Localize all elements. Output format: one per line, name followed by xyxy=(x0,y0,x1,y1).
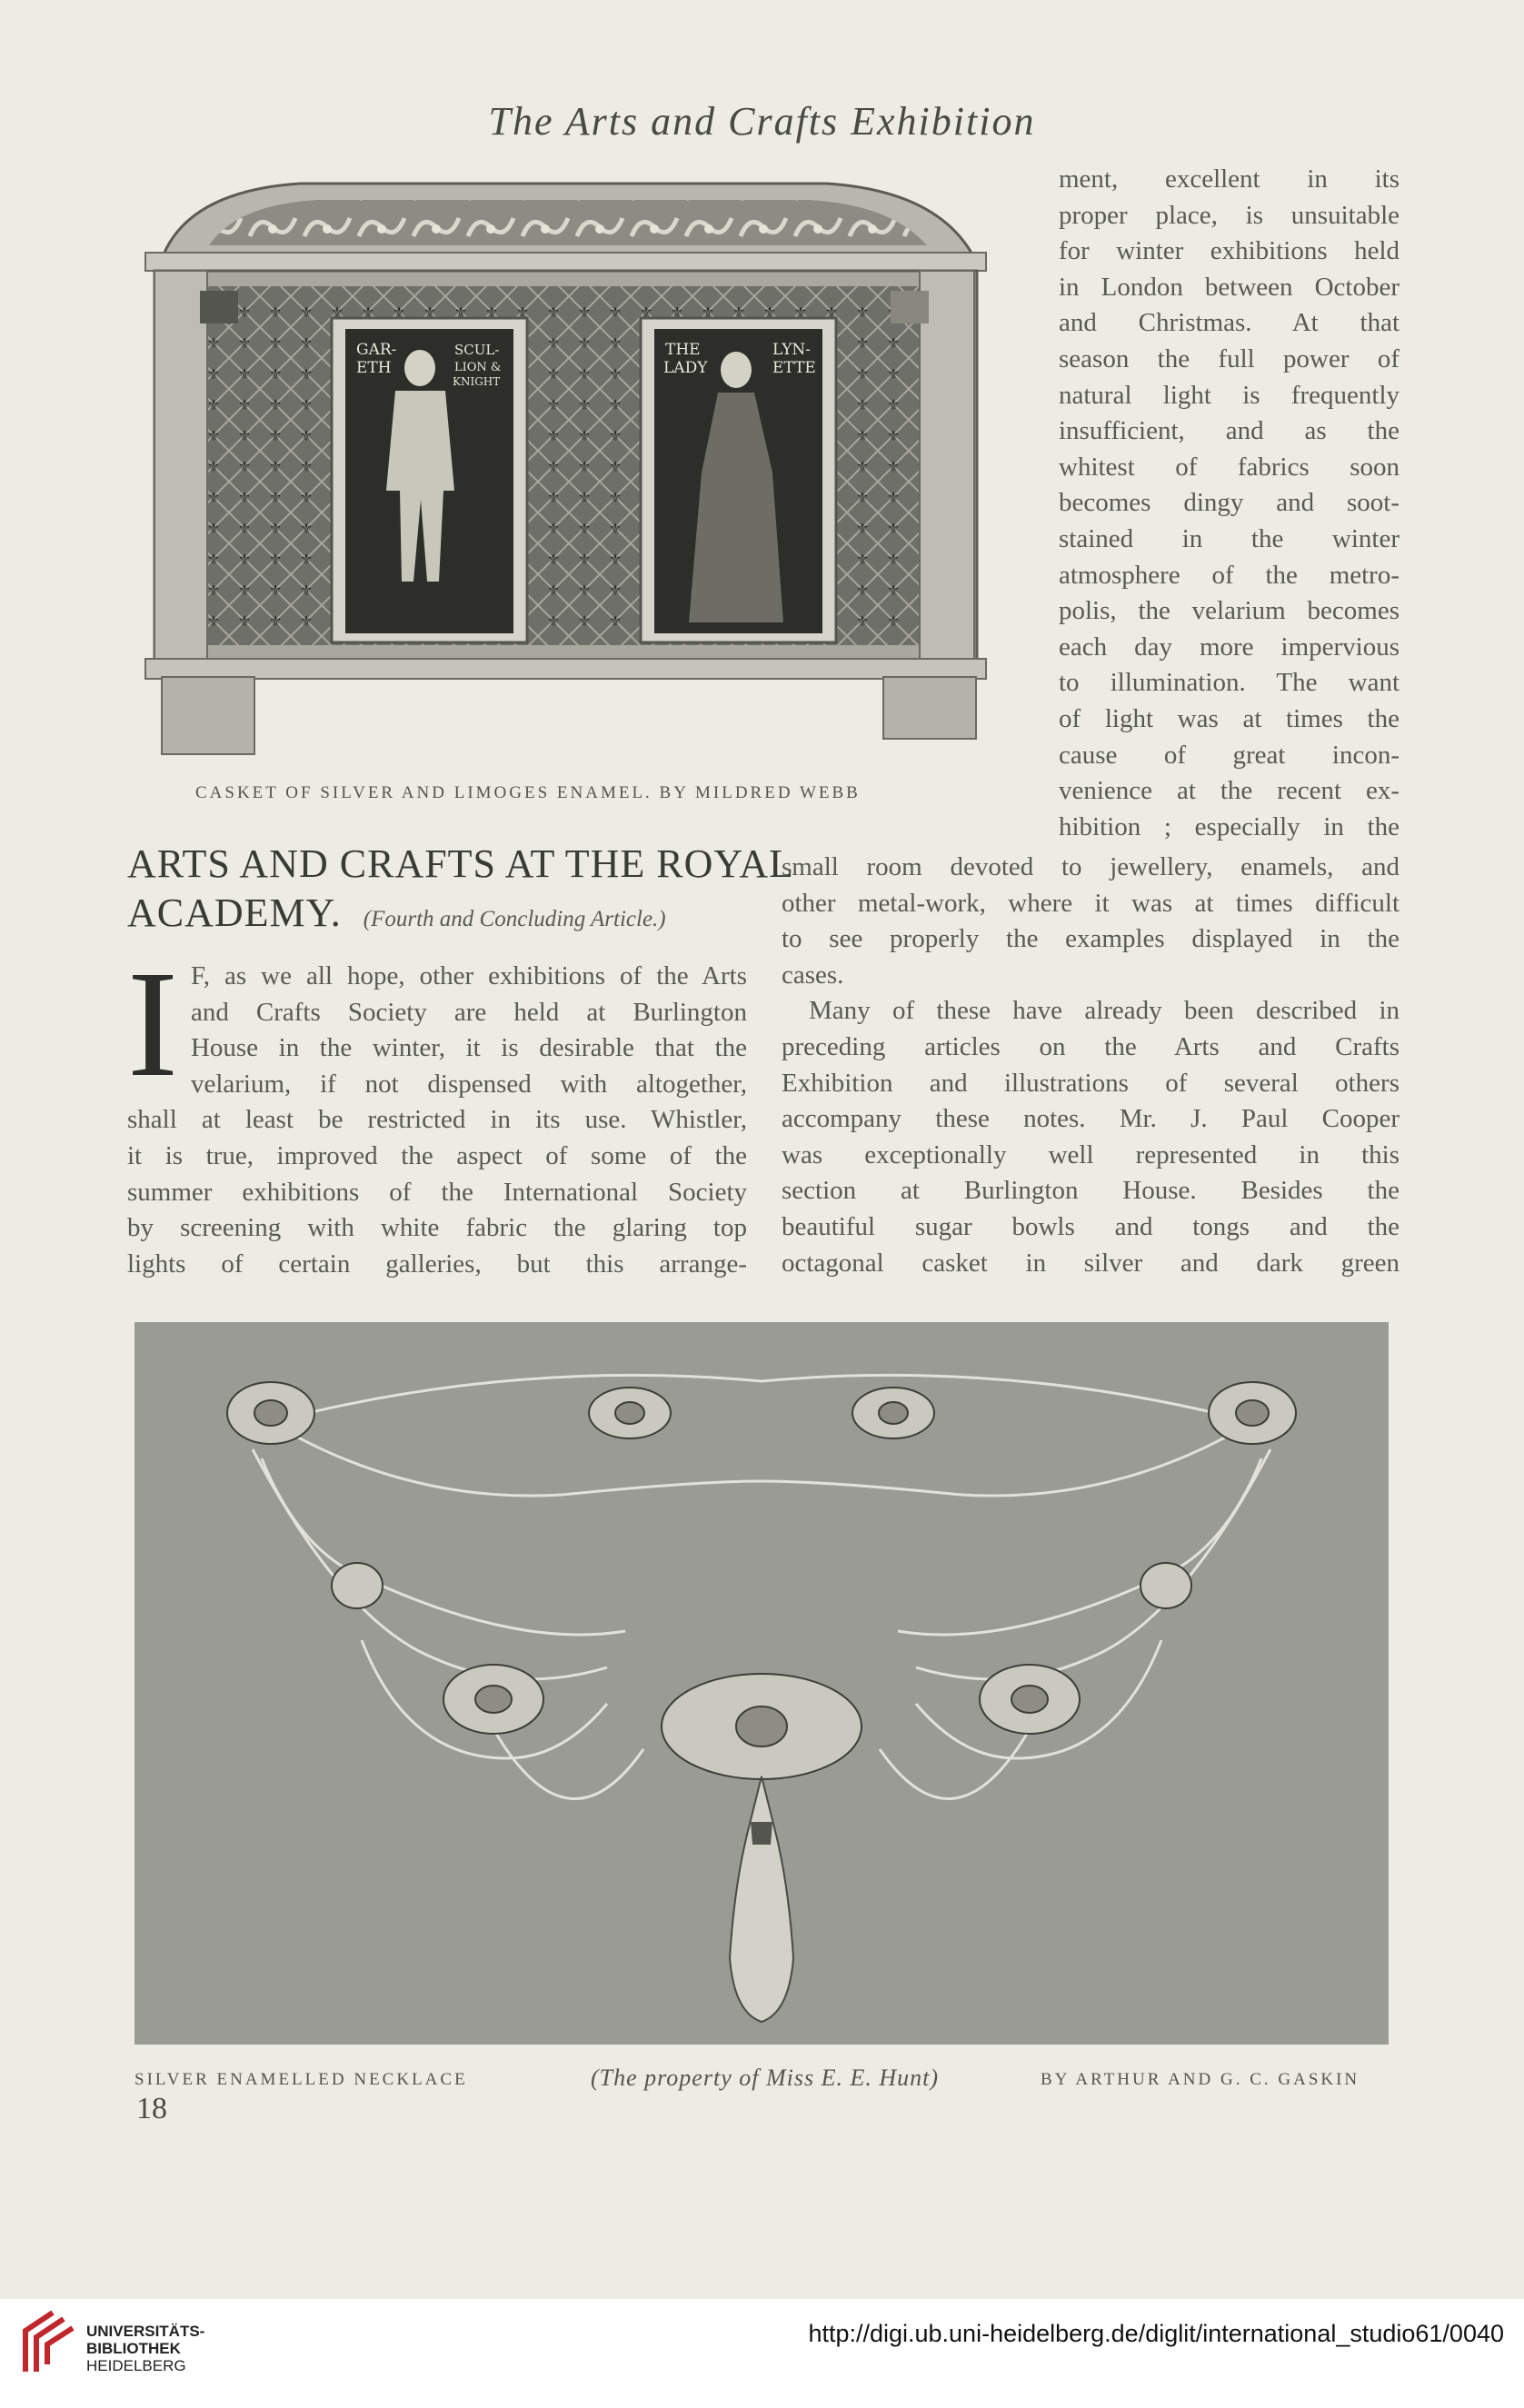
footer-bar xyxy=(0,2299,1524,2408)
text-line: ment, excellent in its xyxy=(1059,164,1399,194)
text-line: small room devoted to jewellery, enamels, and xyxy=(782,852,1399,881)
text-line: summer exhibitions of the International Society xyxy=(127,1177,747,1207)
text-line: of light was at times the xyxy=(1059,703,1399,733)
article-headline xyxy=(127,840,794,944)
headline-subtitle: (Fourth and Concluding Article.) xyxy=(363,907,666,931)
text-line: hibition ; especially in the xyxy=(1059,811,1399,841)
necklace-caption-owner: (The property of Miss E. E. Hunt) xyxy=(591,2065,939,2091)
text-line: Many of these have already been described in xyxy=(809,996,1399,1026)
drop-cap: I xyxy=(127,940,178,1109)
necklace-caption-title: SILVER ENAMELLED NECKLACE xyxy=(134,2070,468,2089)
text-line: cause of great incon- xyxy=(1059,740,1399,770)
svg-text:SCUL-: SCUL- xyxy=(454,342,500,358)
headline-line-2: ACADEMY. xyxy=(127,891,342,935)
text-line: insufficient, and as the xyxy=(1059,416,1399,446)
running-head: The Arts and Crafts Exhibition xyxy=(488,99,1036,144)
casket-illustration xyxy=(136,173,991,763)
text-line: velarium, if not dispensed with altogether, xyxy=(190,1069,747,1099)
headline-line-1: ARTS AND CRAFTS AT THE ROYAL xyxy=(127,841,794,886)
text-line: for winter exhibitions held xyxy=(1059,236,1399,266)
text-line: each day more impervious xyxy=(1059,632,1399,662)
text-line: whitest of fabrics soon xyxy=(1059,452,1399,482)
text-line: natural light is frequently xyxy=(1059,380,1399,410)
svg-text:GAR-: GAR- xyxy=(356,341,397,359)
text-line: stained in the winter xyxy=(1059,523,1399,553)
source-url-link[interactable]: http://digi.ub.uni-heidelberg.de/diglit/international_studio61/0040 xyxy=(808,2320,1504,2347)
library-line-1: UNIVERSITÄTS- xyxy=(86,2323,205,2340)
text-line: and Crafts Society are held at Burlington xyxy=(190,997,747,1027)
text-line: it is true, improved the aspect of some of the xyxy=(127,1140,747,1170)
text-line: lights of certain galleries, but this arrange- xyxy=(127,1249,747,1279)
left-column xyxy=(127,940,747,1282)
necklace-illustration xyxy=(134,1322,1389,2045)
text-line: proper place, is unsuitable xyxy=(1059,200,1399,230)
text-line: octagonal casket in silver and dark green xyxy=(782,1248,1399,1278)
text-line: by screening with white fabric the glaring top xyxy=(127,1213,747,1243)
library-line-2: BIBLIOTHEK xyxy=(86,2340,181,2357)
text-line: venience at the recent ex- xyxy=(1059,776,1399,806)
svg-text:LADY: LADY xyxy=(663,359,708,377)
text-line: beautiful sugar bowls and tongs and the xyxy=(782,1211,1399,1241)
text-line: to see properly the examples displayed in the xyxy=(782,924,1399,954)
svg-text:LYN-: LYN- xyxy=(772,341,812,359)
necklace-caption-makers: BY ARTHUR AND G. C. GASKIN xyxy=(1041,2070,1360,2089)
right-column-top xyxy=(1059,162,1399,845)
library-line-3: HEIDELBERG xyxy=(86,2357,186,2374)
text-line: House in the winter, it is desirable that the xyxy=(190,1033,747,1063)
text-line: cases. xyxy=(782,960,844,990)
text-line: season the full power of xyxy=(1059,343,1399,373)
text-line: and Christmas. At that xyxy=(1059,308,1399,338)
svg-text:ETH: ETH xyxy=(356,359,392,377)
text-line: polis, the velarium becomes xyxy=(1059,596,1399,626)
text-line: accompany these notes. Mr. J. Paul Cooper xyxy=(782,1104,1399,1134)
text-line: in London between October xyxy=(1059,272,1399,302)
page-number: 18 xyxy=(136,2092,167,2125)
text-line: was exceptionally well represented in this xyxy=(782,1139,1399,1169)
svg-text:KNIGHT: KNIGHT xyxy=(453,375,501,388)
text-line: Exhibition and illustrations of several others xyxy=(782,1068,1399,1098)
text-line: section at Burlington House. Besides the xyxy=(782,1176,1399,1206)
text-line: shall at least be restricted in its use. Whistler, xyxy=(127,1105,747,1135)
svg-text:ETTE: ETTE xyxy=(772,359,816,377)
svg-text:THE: THE xyxy=(665,341,701,359)
right-column-bottom xyxy=(782,850,1399,1281)
text-line: atmosphere of the metro- xyxy=(1059,560,1399,590)
svg-text:LION &: LION & xyxy=(454,361,502,374)
text-line: becomes dingy and soot- xyxy=(1059,488,1399,518)
text-line: to illumination. The want xyxy=(1059,668,1399,698)
text-line: F, as we all hope, other exhibitions of the Arts xyxy=(190,961,747,990)
text-line: other metal-work, where it was at times difficult xyxy=(782,888,1399,918)
text-line: preceding articles on the Arts and Crafts xyxy=(782,1031,1399,1061)
casket-caption: CASKET OF SILVER AND LIMOGES ENAMEL. BY MILDRED WEBB xyxy=(195,783,861,802)
